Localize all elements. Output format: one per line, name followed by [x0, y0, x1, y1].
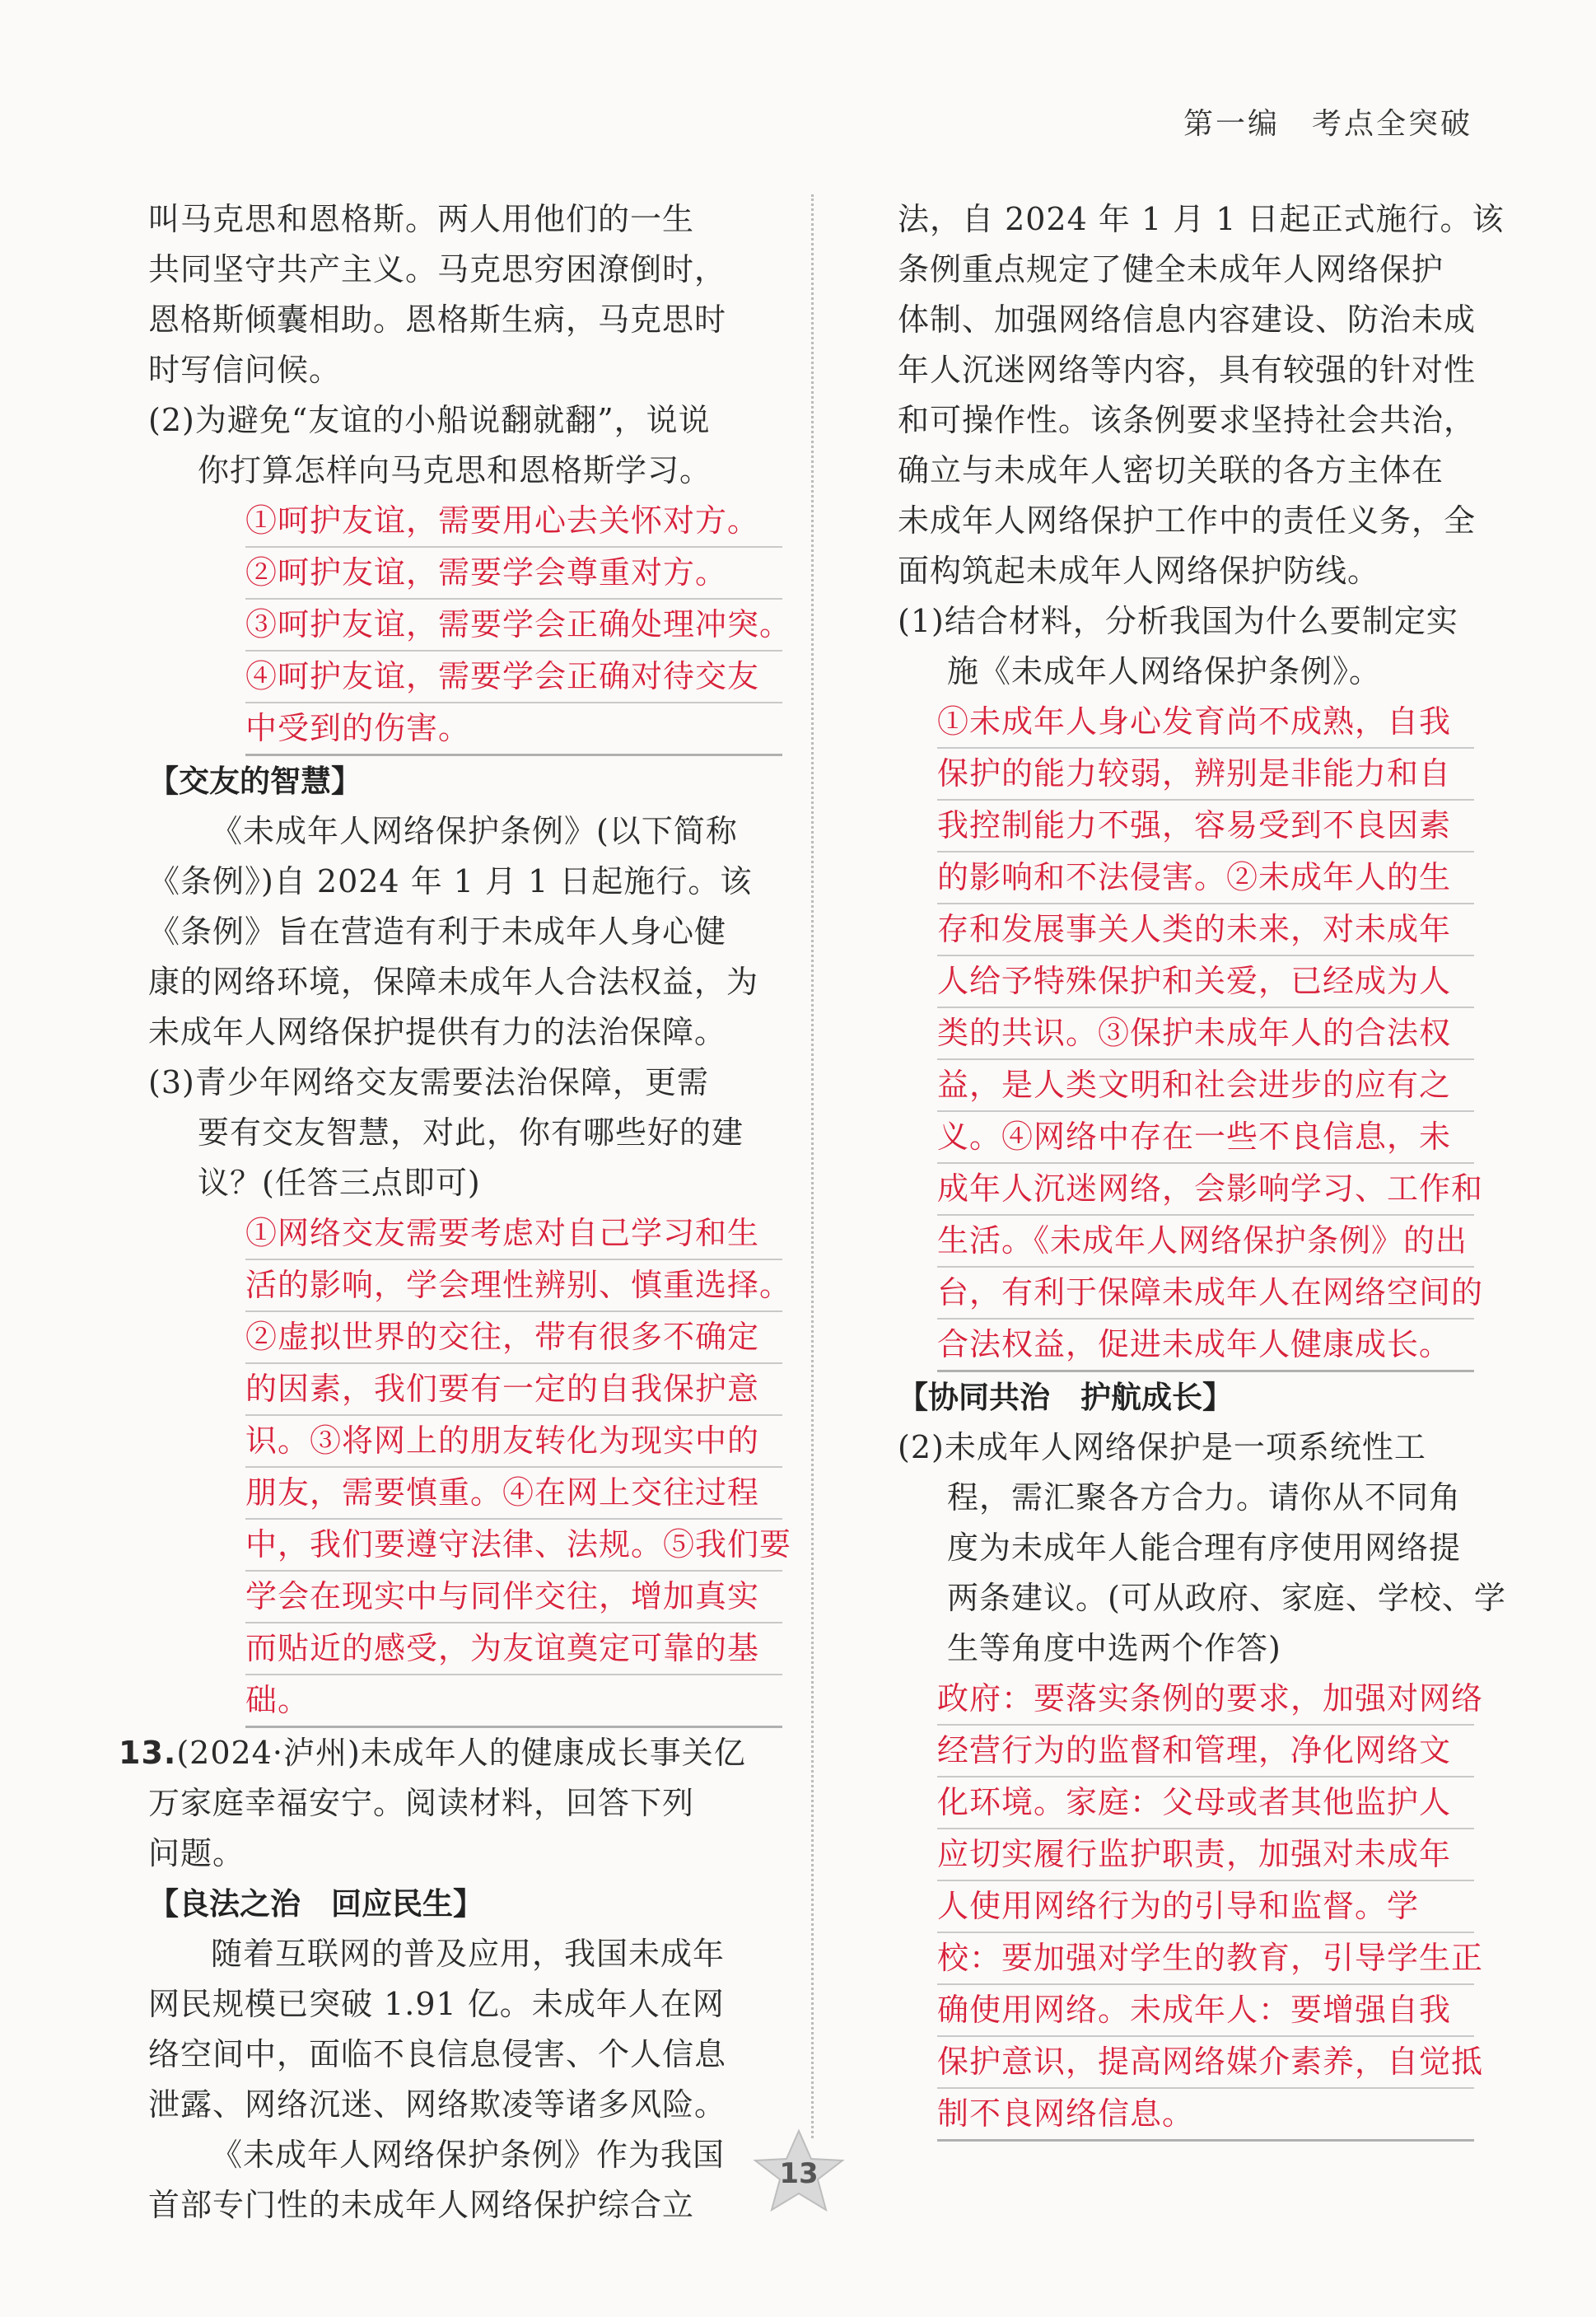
body-line: 年人沉迷网络等内容，具有较强的针对性: [898, 352, 1477, 388]
section-heading: 【交友的智慧】: [148, 764, 362, 799]
section-heading: 【协同共治 护航成长】: [898, 1380, 1233, 1415]
body-line: 《未成年人网络保护条例》(以下简称: [211, 813, 738, 849]
question-line: 度为未成年人能合理有序使用网络提: [947, 1530, 1462, 1566]
answer-line: 中，我们要遵守法律、法规。⑤我们要: [245, 1520, 782, 1572]
left-column: [119, 194, 792, 2231]
section-heading: 【良法之治 回应民生】: [148, 1886, 483, 1922]
answer-line: 活的影响，学会理性辨别、慎重选择。: [245, 1260, 782, 1312]
answer-line: 人使用网络行为的引导和监督。学: [937, 1881, 1474, 1933]
question-line: (2)未成年人网络保护是一项系统性工: [898, 1429, 1426, 1465]
body-line: 时写信问候。: [148, 352, 342, 388]
body-line: 络空间中，面临不良信息侵害、个人信息: [148, 2036, 727, 2072]
answer-line: ①未成年人身心发育尚不成熟，自我: [937, 697, 1474, 749]
question-line: 生等角度中选两个作答): [947, 1630, 1281, 1666]
answer-line: 的影响和不法侵害。②未成年人的生: [937, 853, 1474, 904]
body-line: 确立与未成年人密切关联的各方主体在: [898, 452, 1444, 488]
answer-line: 确使用网络。未成年人：要增强自我: [937, 1985, 1474, 2037]
answer-line: 的因素，我们要有一定的自我保护意: [245, 1364, 782, 1416]
answer-line: 而贴近的感受，为友谊奠定可靠的基: [245, 1623, 782, 1675]
body-line: 共同坚守共产主义。马克思穷困潦倒时，: [148, 251, 727, 287]
answer-line: 学会在现实中与同伴交往，增加真实: [245, 1572, 782, 1623]
answer-line: 保护意识，提高网络媒介素养，自觉抵: [937, 2037, 1474, 2089]
answer-line: 制不良网络信息。: [937, 2089, 1474, 2142]
answer-line: 益，是人类文明和社会进步的应有之: [937, 1060, 1474, 1112]
answer-line: ①呵护友谊，需要用心去关怀对方。: [245, 496, 782, 548]
answer-line: ③呵护友谊，需要学会正确处理冲突。: [245, 600, 782, 652]
question-number-line: [119, 1728, 782, 1778]
body-line: 《条例》)自 2024 年 1 月 1 日起施行。该: [148, 863, 753, 899]
body-line: 《未成年人网络保护条例》作为我国: [211, 2137, 726, 2173]
right-column: [898, 194, 1506, 2142]
body-line: 和可操作性。该条例要求坚持社会共治，: [898, 402, 1477, 438]
question-text: (2024·泸州)未成年人的健康成长事关亿: [176, 1735, 746, 1771]
column-divider: [811, 194, 814, 2138]
question-line: 两条建议。(可从政府、家庭、学校、学: [947, 1580, 1506, 1616]
page-number: 13: [779, 2157, 819, 2190]
question-number: 13.: [119, 1735, 177, 1771]
body-line: 万家庭幸福安宁。阅读材料，回答下列: [148, 1785, 695, 1821]
body-line: 法，自 2024 年 1 月 1 日起正式施行。该: [898, 201, 1505, 237]
answer-line: ②呵护友谊，需要学会尊重对方。: [245, 548, 782, 600]
question-line: (2)为避免“友谊的小船说翻就翻”，说说: [148, 402, 711, 438]
body-line: 叫马克思和恩格斯。两人用他们的一生: [148, 201, 695, 237]
answer-line: 中受到的伤害。: [245, 703, 782, 756]
answer-line: 识。③将网上的朋友转化为现实中的: [245, 1416, 782, 1468]
body-line: 《条例》旨在营造有利于未成年人身心健: [148, 913, 727, 950]
answer-line: 朋友，需要慎重。④在网上交往过程: [245, 1468, 782, 1520]
body-line: 首部专门性的未成年人网络保护综合立: [148, 2187, 695, 2223]
answer-line: ②虚拟世界的交往，带有很多不确定: [245, 1312, 782, 1364]
answer-line: 政府：要落实条例的要求，加强对网络: [937, 1674, 1474, 1726]
question-line: 要有交友智慧，对此，你有哪些好的建: [198, 1114, 744, 1151]
answer-line: 台，有利于保障未成年人在网络空间的: [937, 1268, 1474, 1320]
page-number-badge: [745, 2128, 852, 2218]
question-line: 施《未成年人网络保护条例》。: [947, 653, 1382, 689]
question-line: 你打算怎样向马克思和恩格斯学习。: [198, 452, 712, 488]
question-line: 议？(任答三点即可): [198, 1165, 481, 1201]
answer-line: 础。: [245, 1675, 782, 1728]
body-line: 恩格斯倾囊相助。恩格斯生病，马克思时: [148, 301, 727, 338]
answer-line: 存和发展事关人类的未来，对未成年: [937, 904, 1474, 956]
answer-line: 类的共识。③保护未成年人的合法权: [937, 1008, 1474, 1060]
question-line: 程，需汇聚各方合力。请你从不同角: [947, 1479, 1462, 1516]
answer-line: 义。④网络中存在一些不良信息，未: [937, 1112, 1474, 1164]
body-line: 问题。: [148, 1835, 245, 1871]
answer-line: 应切实履行监护职责，加强对未成年: [937, 1829, 1474, 1881]
body-line: 体制、加强网络信息内容建设、防治未成: [898, 301, 1477, 338]
answer-line: 校：要加强对学生的教育，引导学生正: [937, 1933, 1474, 1985]
answer-line: 我控制能力不强，容易受到不良因素: [937, 801, 1474, 853]
body-line: 康的网络环境，保障未成年人合法权益，为: [148, 964, 759, 1000]
answer-line: 人给予特殊保护和关爱，已经成为人: [937, 956, 1474, 1008]
body-line: 条例重点规定了健全未成年人网络保护: [898, 251, 1444, 287]
body-line: 随着互联网的普及应用，我国未成年: [211, 1936, 726, 1972]
body-line: 面构筑起未成年人网络保护防线。: [898, 553, 1380, 589]
question-line: (3)青少年网络交友需要法治保障，更需: [148, 1064, 709, 1100]
answer-line: 生活。《未成年人网络保护条例》的出: [937, 1216, 1474, 1268]
body-line: 泄露、网络沉迷、网络欺凌等诸多风险。: [148, 2086, 727, 2123]
answer-line: 保护的能力较弱，辨别是非能力和自: [937, 749, 1474, 801]
answer-line: 合法权益，促进未成年人健康成长。: [937, 1320, 1474, 1372]
answer-line: ④呵护友谊，需要学会正确对待交友: [245, 652, 782, 703]
answer-line: 化环境。家庭：父母或者其他监护人: [937, 1777, 1474, 1829]
answer-line: ①网络交友需要考虑对自己学习和生: [245, 1208, 782, 1260]
answer-line: 经营行为的监督和管理，净化网络文: [937, 1726, 1474, 1777]
body-line: 网民规模已突破 1.91 亿。未成年人在网: [148, 1986, 725, 2022]
body-line: 未成年人网络保护工作中的责任义务，全: [898, 502, 1477, 539]
question-line: (1)结合材料，分析我国为什么要制定实: [898, 603, 1458, 639]
body-line: 未成年人网络保护提供有力的法治保障。: [148, 1014, 727, 1050]
running-header: 第一编 考点全突破: [1183, 107, 1472, 141]
answer-line: 成年人沉迷网络，会影响学习、工作和: [937, 1164, 1474, 1216]
